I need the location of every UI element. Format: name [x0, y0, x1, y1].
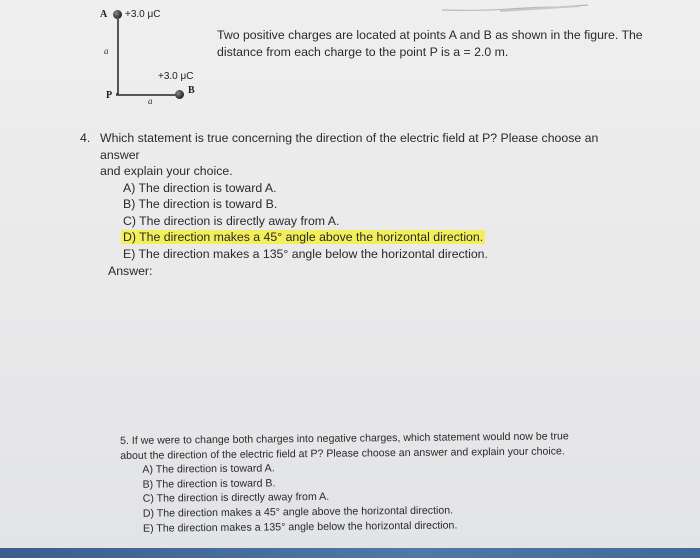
charge-b-value: +3.0 μC: [158, 71, 194, 82]
question-4-stem: [100, 130, 640, 180]
vertical-side-line: [117, 17, 119, 95]
question-5-stem-line-1: 5. If we were to change both charges into negative charges, which statement would now be true: [120, 430, 569, 447]
question-4-option-e: E) The direction makes a 135° angle below the horizontal direction.: [123, 246, 488, 261]
question-5-stem-line-2: about the direction of the electric field at P? Please choose an answer and explain your choice.: [120, 444, 565, 462]
screen-bottom-edge: [0, 548, 700, 558]
intro-line-2: distance from each charge to the point P is a = 2.0 m.: [217, 45, 509, 59]
question-4-option-c: C) The direction is directly away from A.: [123, 213, 340, 228]
question-5-option-a: A) The direction is toward A.: [142, 462, 275, 476]
point-b-label: B: [188, 85, 195, 96]
question-5-option-d: D) The direction makes a 45° angle above the horizontal direction.: [142, 504, 454, 520]
intro-line-1: Two positive charges are located at points A and B as shown in the figure. The: [217, 28, 643, 42]
charge-a-value: +3.0 μC: [125, 9, 161, 20]
answer-label: Answer:: [108, 264, 153, 278]
question-4-stem-line-2: and explain your choice.: [100, 164, 233, 178]
question-5-options: [142, 458, 601, 536]
question-4: [80, 130, 660, 262]
highlighted-option-d: D) The direction makes a 45° angle above the horizontal direction.: [123, 230, 484, 244]
pen-scribble: [440, 2, 590, 14]
question-5-option-e: E) The direction makes a 135° angle below the horizontal direction.: [142, 519, 458, 535]
horizontal-side-line: [117, 94, 177, 96]
question-5-option-b: B) The direction is toward B.: [142, 477, 276, 491]
question-4-options: [123, 180, 660, 263]
point-p-label: P: [106, 90, 113, 101]
question-5: [120, 429, 601, 536]
question-4-option-b: B) The direction is toward B.: [123, 197, 278, 211]
horizontal-side-label: a: [148, 96, 153, 106]
problem-intro: [217, 27, 657, 61]
charge-b-dot: [175, 90, 184, 99]
point-a-label: A: [100, 9, 108, 20]
charge-diagram: [90, 4, 230, 104]
question-4-stem-line-1: Which statement is true concerning the direction of the electric field at P? Please choose an answer: [100, 131, 599, 162]
vertical-side-label: a: [104, 46, 109, 56]
question-5-option-c: C) The direction is directly away from A.: [142, 491, 330, 506]
question-4-number: 4.: [80, 131, 91, 145]
question-4-option-d: [123, 229, 660, 246]
question-4-option-a: A) The direction is toward A.: [123, 180, 277, 195]
